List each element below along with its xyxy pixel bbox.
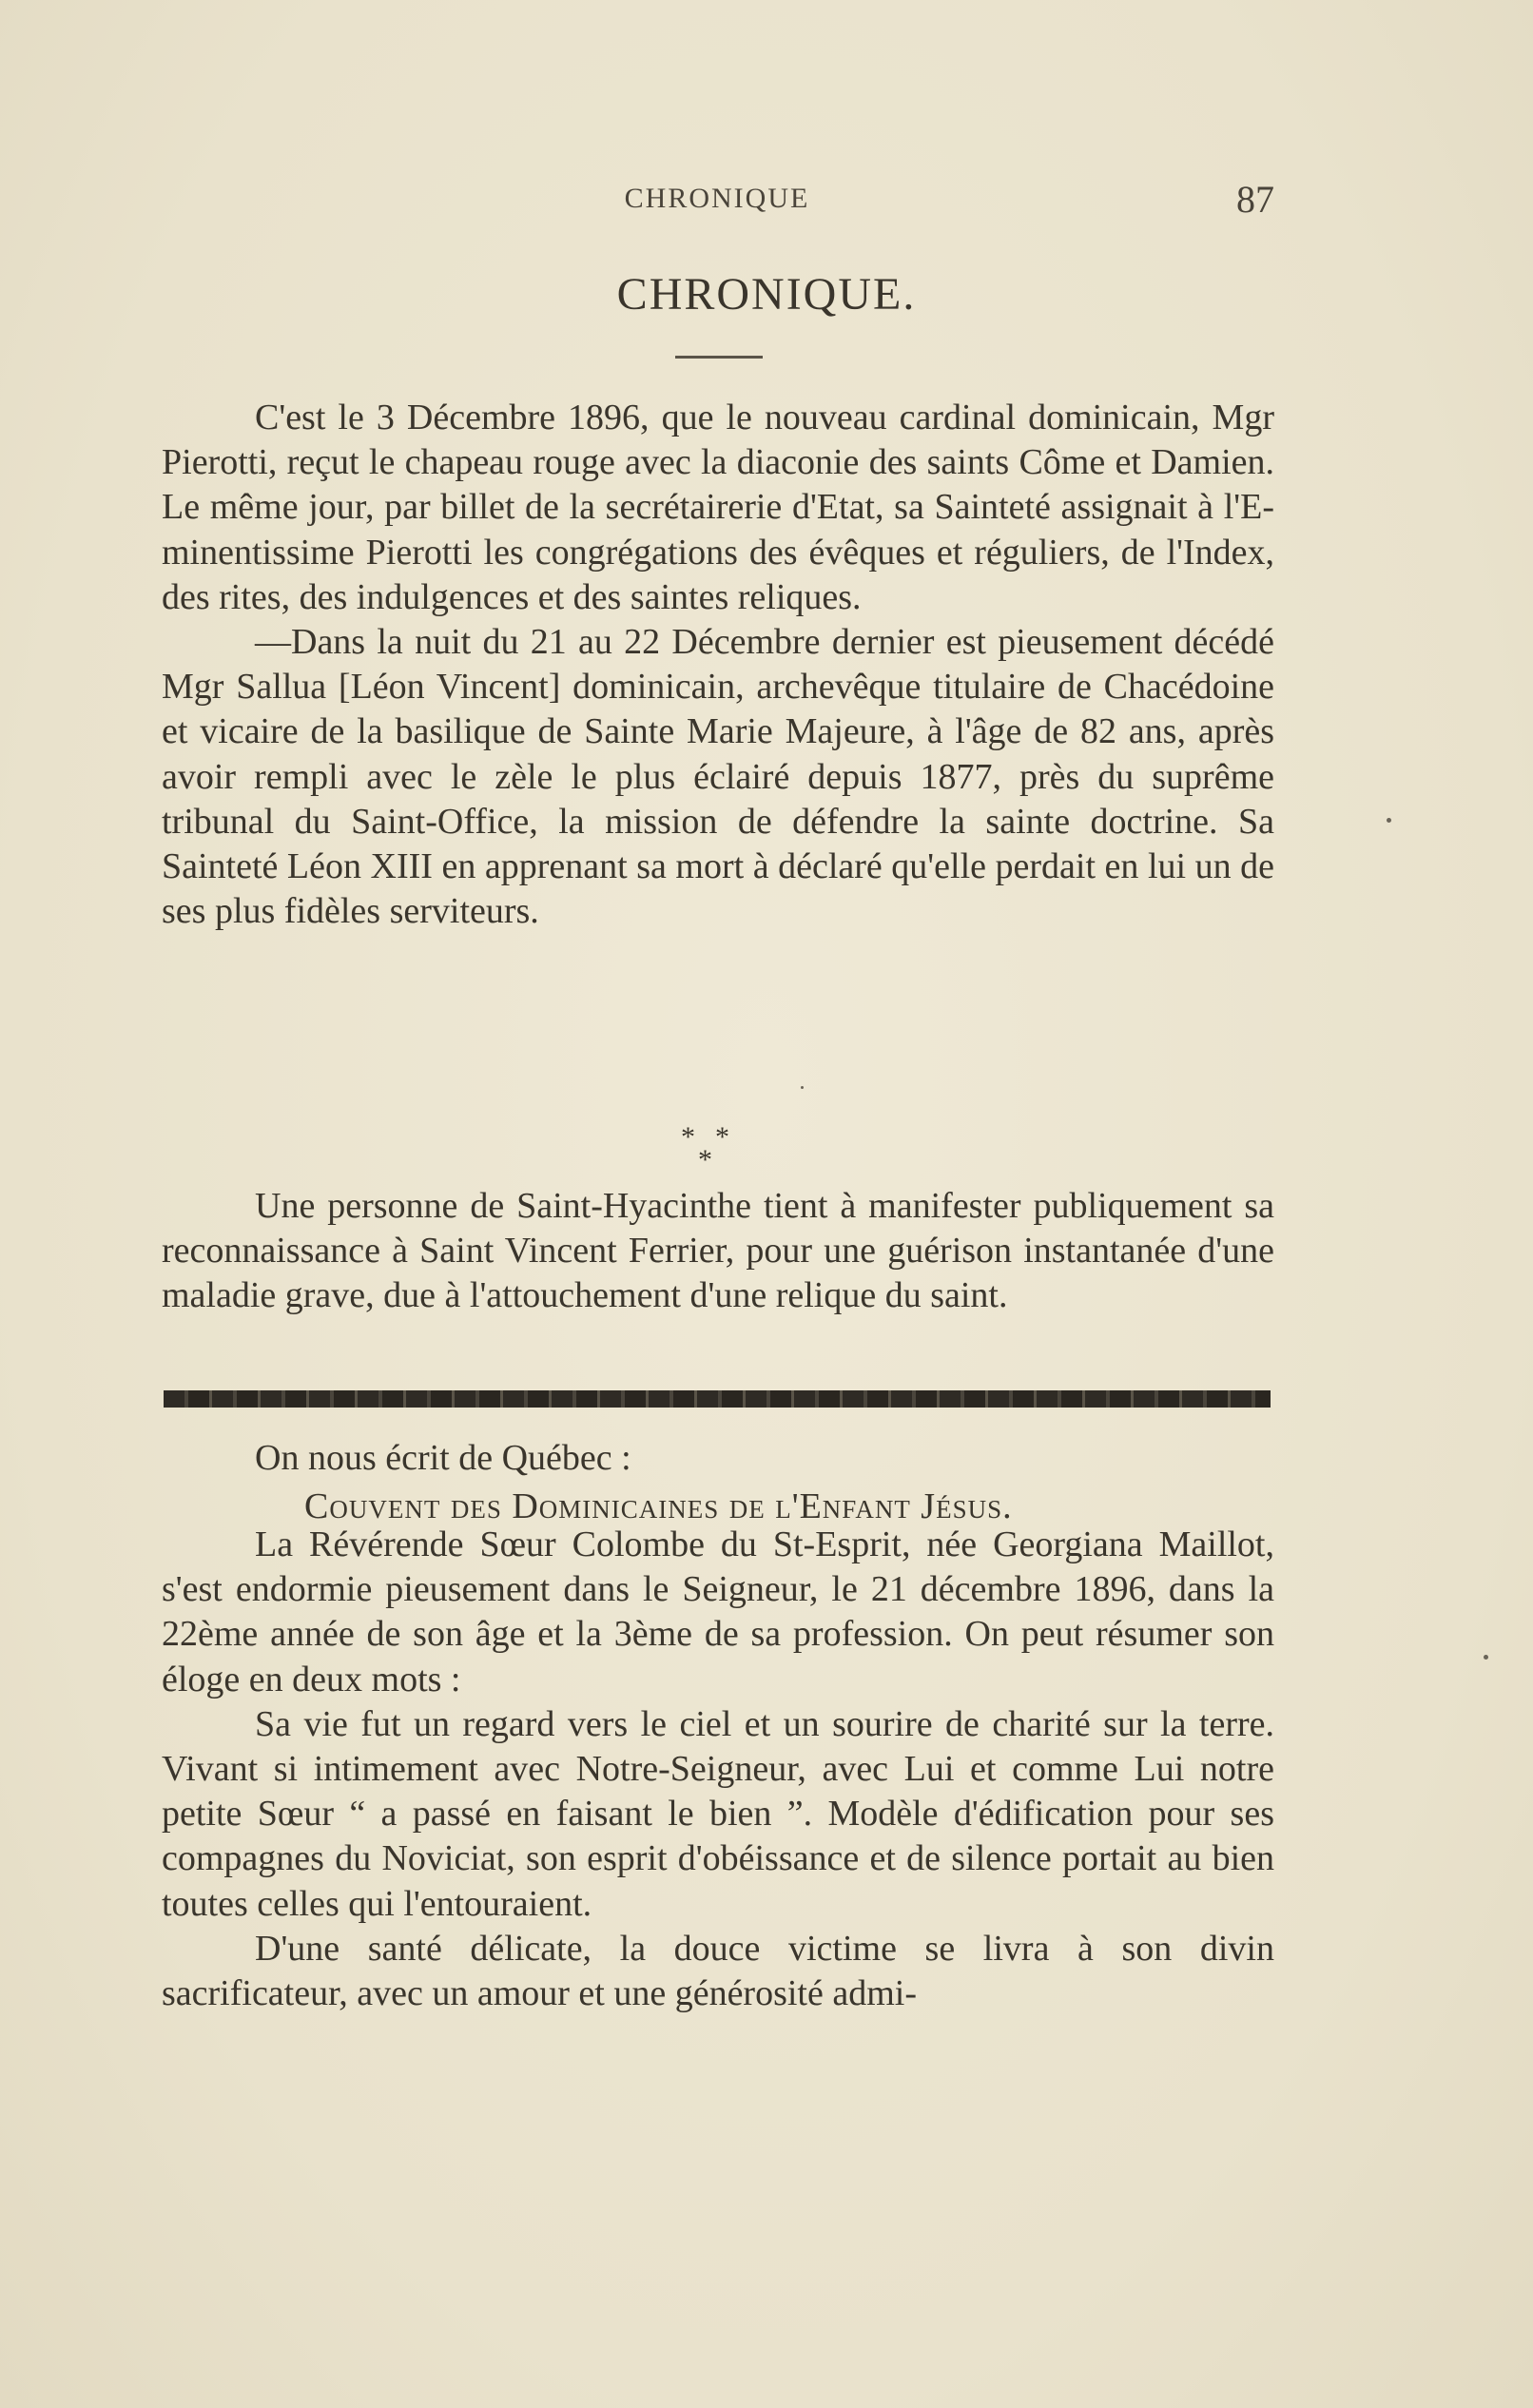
paragraph-sante-delicate: D'une santé délicate, la douce victime se livra à son divin sacrificateur, avec un amour et une générosité admi- [162, 1928, 1274, 2014]
paragraph-cardinal-pierotti: C'est le 3 Décembre 1896, que le nouveau cardinal dominicain, Mgr Pierotti, reçut le chapeau rouge avec la diaconie des saints Côme et Damien. Le même jour, par billet de la secrétairerie d'Etat, sa Sainteté assignait à l'Eminentissime Pierotti les congrégations des évêques et réguliers, de l'Index, des rites, des indulgences et des saintes reliques. [162, 398, 1274, 617]
asterism-separator [671, 1122, 747, 1179]
section-title: CHRONIQUE. [616, 269, 917, 320]
page-number: 87 [1236, 178, 1274, 221]
paper-speck [1484, 1655, 1488, 1660]
paragraph-soeur-colombe: La Révérende Sœur Colombe du St-Esprit, née Georgiana Maillot, s'est endormie pieusement dans le Seigneur, le 21 décembre 1896, dans la 22ème année de son âge et la 3ème de sa profession. On peut résumer son éloge en deux mots : [162, 1524, 1274, 1699]
paper-speck [1387, 818, 1391, 823]
asterism-star: * [681, 1121, 695, 1153]
paragraph-sa-vie: Sa vie fut un regard vers le ciel et un sourire de charité sur la terre. Vivant si intimement avec Notre-Seigneur, avec Lui et comme Lui notre petite Sœur “ a passé en faisant le bien ”. Modèle d'édification pour ses compagnes du Noviciat, son esprit d'obéissance et de silence portait au bien toutes celles qui l'entouraient. [162, 1703, 1274, 1924]
paper-speck [801, 1086, 804, 1089]
running-title: CHRONIQUE [624, 183, 810, 214]
obituary-block [162, 1523, 1274, 2016]
asterism-star: * [698, 1144, 712, 1175]
ornamental-divider [164, 1390, 1271, 1408]
title-rule [675, 356, 763, 359]
paragraph-mgr-sallua: —Dans la nuit du 21 au 22 Décembre dernier est pieusement décédé Mgr Sallua [Léon Vincent] dominicain, archevêque titulaire de Chacédoine et vicaire de la basilique de Sainte Marie Majeure, à l'âge de 82 ans, après avoir rempli avec le zèle le plus éclairé depuis 1877, près du suprême tribunal du Saint-Office, la mission de défendre la sainte doctrine. Sa Sainteté Léon XIII en apprenant sa mort à déclaré qu'elle perdait en lui un de ses plus fidèles serviteurs. [162, 622, 1274, 932]
asterism-star: * [715, 1121, 729, 1153]
running-head [160, 178, 1274, 230]
thanksgiving-block [162, 1184, 1274, 1319]
paragraph-thanksgiving: Une personne de Saint-Hyacinthe tient à manifester publiquement sa reconnaissance à Saint Vincent Ferrier, pour une guérison instantanée d'une maladie grave, due à l'attouchement d'une relique du saint. [162, 1186, 1274, 1316]
convent-heading: Couvent des Dominicaines de l'Enfant Jésus. [304, 1486, 1013, 1526]
chronicle-news-block [162, 396, 1274, 934]
dateline: On nous écrit de Québec : [255, 1438, 631, 1478]
